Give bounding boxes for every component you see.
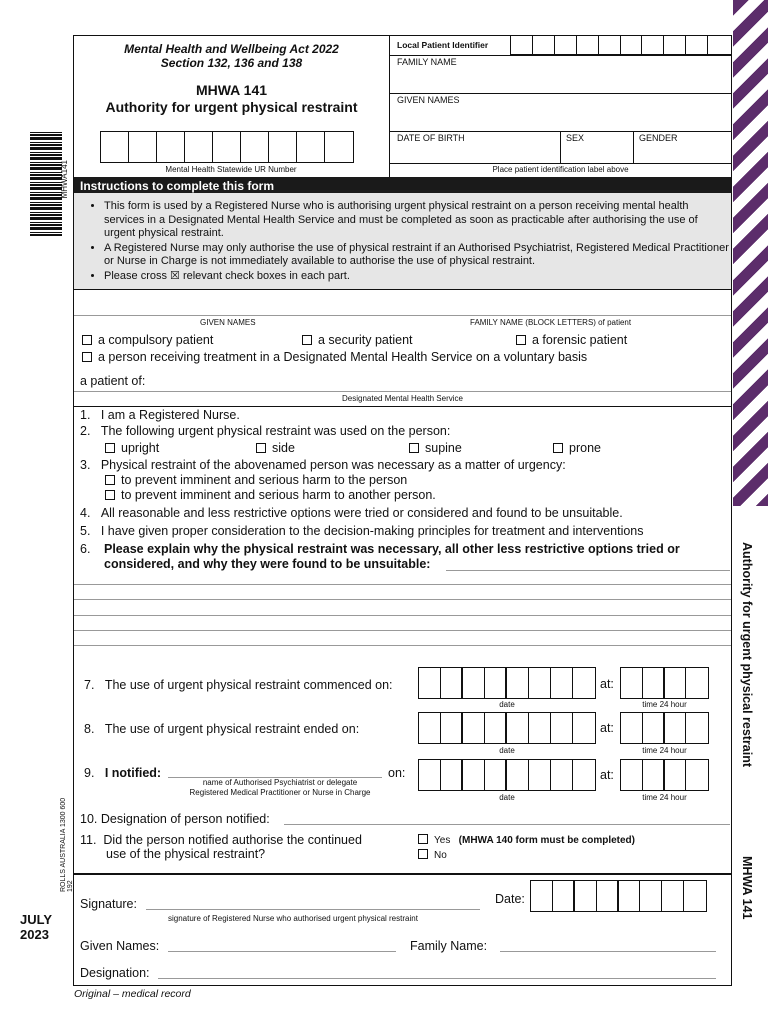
item-8: 8. The use of urgent physical restraint ended on: (84, 722, 360, 736)
time-caption: time 24 hour (642, 700, 687, 709)
statement-text: The following urgent physical restraint was used on the person: (100, 424, 451, 438)
end-date-boxes[interactable] (418, 712, 596, 744)
notified-date-boxes[interactable] (418, 759, 596, 791)
reason-harm-other[interactable] (105, 488, 436, 502)
label-note: Place patient identification label above (492, 165, 629, 174)
item-7: 7. The use of urgent physical restraint commenced on: (84, 678, 393, 692)
statement-text: All reasonable and less restrictive options were tried or considered and found to be unsuitable. (100, 506, 623, 520)
at-label: at: (600, 768, 614, 782)
form-title: Authority for urgent physical restraint (105, 99, 358, 115)
item-text: Designation of person notified: (100, 812, 270, 826)
statement-text: I have given proper consideration to the decision-making principles for treatment and interventions (100, 524, 644, 538)
yes-note: (MHWA 140 form must be completed) (458, 835, 635, 846)
option-label: a forensic patient (532, 333, 628, 347)
item-text: The use of urgent physical restraint commenced on: (104, 678, 393, 692)
act-title: Mental Health and Wellbeing Act 2022 (124, 42, 339, 56)
form-code: MHWA 141 (195, 82, 268, 98)
spine-code: MHWA 141 (740, 856, 754, 920)
position-supine[interactable] (409, 441, 462, 455)
option-no[interactable] (418, 849, 447, 861)
statement-3: 3. Physical restraint of the abovenamed person was necessary as a matter of urgency: (80, 458, 566, 472)
given-names-label: Given Names: (80, 939, 160, 953)
statement-text: Please explain why the physical restraint was necessary, all other less restrictive options tried or considered, and why they were found to be unsuitable: (104, 542, 680, 571)
original-note: Original – medical record (74, 988, 191, 1000)
option-label: a compulsory patient (98, 333, 214, 347)
stamp-year: 2023 (20, 927, 49, 942)
option-yes[interactable] (418, 834, 635, 846)
time-caption: time 24 hour (642, 793, 687, 802)
given-names-field[interactable]: GIVEN NAMES (397, 95, 460, 105)
at-label: at: (600, 677, 614, 691)
yes-checkbox[interactable] (418, 834, 428, 844)
explanation-line[interactable] (74, 645, 731, 646)
instructions-box (74, 193, 731, 290)
on-label: on: (388, 766, 406, 780)
instruction-item: • Please cross ☒ relevant check boxes in each part. (104, 270, 731, 284)
signature-date-boxes[interactable] (530, 880, 707, 912)
ur-number-label: Mental Health Statewide UR Number (165, 165, 297, 174)
start-time-boxes[interactable] (620, 667, 709, 699)
date-stamp (20, 912, 52, 942)
instructions-title: Instructions to complete this form (74, 177, 731, 193)
gender-field[interactable]: GENDER (639, 133, 678, 143)
local-id-label: Local Patient Identifier (397, 40, 489, 50)
option-compulsory[interactable] (82, 333, 213, 347)
item-text: Did the person notified authorise the continued (103, 833, 362, 847)
explanation-line[interactable] (74, 615, 731, 616)
date-caption: date (499, 700, 515, 709)
notified-caption (150, 778, 410, 798)
sex-field[interactable]: SEX (566, 133, 585, 143)
purple-stripe-band (733, 0, 768, 506)
notified-caption-2: Registered Medical Practitioner or Nurse in Charge (189, 788, 371, 797)
family-name-label: Family Name: (410, 939, 488, 953)
instruction-item: • This form is used by a Registered Nurse who is authorising urgent physical restraint on a person receiving mental health services in a Designated Mental Health Service and must be completed as soon as practicable after authorising the use of urgent physical restraint. (104, 200, 731, 241)
position-label: supine (425, 441, 462, 455)
prone-checkbox[interactable] (553, 443, 563, 453)
act-heading (74, 42, 389, 70)
position-label: upright (121, 441, 160, 455)
notified-time-boxes[interactable] (620, 759, 709, 791)
signature-caption: signature of Registered Nurse who authorised urgent physical restraint (168, 914, 418, 923)
given-names-line[interactable] (168, 951, 396, 952)
statement-1: 1. I am a Registered Nurse. (80, 408, 240, 422)
start-date-boxes[interactable] (418, 667, 596, 699)
explanation-line[interactable] (74, 599, 731, 600)
supine-checkbox[interactable] (409, 443, 419, 453)
statement-6: 6. Please explain why the physical restraint was necessary, all other less restrictive options tried or considered, and why they were found to be unsuitable: (80, 542, 720, 572)
notified-caption-1: name of Authorised Psychiatrist or delegate (202, 778, 358, 787)
item-text: I notified: (104, 766, 162, 780)
reason-label: to prevent imminent and serious harm to another person. (121, 488, 436, 502)
upright-checkbox[interactable] (105, 443, 115, 453)
harm-other-checkbox[interactable] (105, 490, 115, 500)
position-upright[interactable] (105, 441, 159, 455)
designation-notified-line[interactable] (284, 824, 730, 825)
position-side[interactable] (256, 441, 295, 455)
reason-label: to prevent imminent and serious harm to the person (121, 473, 408, 487)
no-checkbox[interactable] (418, 849, 428, 859)
act-sections: Section 132, 136 and 138 (160, 56, 303, 70)
reason-harm-self[interactable] (105, 473, 407, 487)
end-time-boxes[interactable] (620, 712, 709, 744)
dmhs-caption: Designated Mental Health Service (342, 394, 463, 403)
item-text: The use of urgent physical restraint ended on: (104, 722, 360, 736)
date-label: Date: (495, 892, 525, 906)
option-security[interactable] (302, 333, 413, 347)
compulsory-checkbox[interactable] (82, 335, 92, 345)
item-text-cont: use of the physical restraint? (106, 847, 266, 861)
designation-label: Designation: (80, 966, 150, 980)
date-caption: date (499, 793, 515, 802)
family-name-line[interactable] (500, 951, 716, 952)
option-voluntary[interactable] (82, 350, 587, 364)
at-label: at: (600, 721, 614, 735)
explanation-line[interactable] (446, 570, 730, 571)
family-name-caption: FAMILY NAME (BLOCK LETTERS) of patient (470, 318, 632, 327)
date-caption: date (499, 746, 515, 755)
item-11: 11. Did the person notified authorise the continued use of the physical restraint? (80, 833, 362, 861)
option-label: a person receiving treatment in a Designated Mental Health Service on a voluntary basis (98, 350, 588, 364)
designation-line[interactable] (158, 978, 716, 979)
voluntary-checkbox[interactable] (82, 352, 92, 362)
ur-number-boxes[interactable] (100, 131, 354, 163)
form-heading (74, 82, 389, 116)
harm-self-checkbox[interactable] (105, 475, 115, 485)
statement-2: 2. The following urgent physical restraint was used on the person: (80, 424, 451, 438)
position-prone[interactable] (553, 441, 601, 455)
position-label: prone (569, 441, 601, 455)
item-10: 10. Designation of person notified: (80, 812, 270, 826)
security-checkbox[interactable] (302, 335, 312, 345)
explanation-line[interactable] (74, 630, 731, 631)
local-id-boxes[interactable] (510, 35, 731, 55)
stamp-month: JULY (20, 912, 53, 927)
barcode (30, 130, 62, 236)
dmhs-line[interactable] (74, 391, 731, 392)
patient-name-line[interactable] (74, 315, 731, 316)
time-caption: time 24 hour (642, 746, 687, 755)
option-label: a security patient (318, 333, 413, 347)
spine-title: Authority for urgent physical restraint (740, 542, 754, 768)
position-label: side (272, 441, 295, 455)
no-label: No (434, 850, 447, 861)
statement-5: 5. I have given proper consideration to the decision-making principles for treatment and interventions (80, 524, 644, 538)
instruction-item: • A Registered Nurse may only authorise the use of physical restraint if an Authorised Psychiatrist, Registered Medical Practitioner or Nurse in Charge is not immediately available to authorise the use of physical restraint. (104, 242, 731, 269)
yes-label: Yes (434, 835, 451, 846)
side-checkbox[interactable] (256, 443, 266, 453)
side-form-code: MHWA141 (60, 160, 69, 199)
statement-text: I am a Registered Nurse. (100, 408, 240, 422)
printer-code: ROLLS AUSTRALIA 1300 600 192 (60, 797, 74, 892)
forensic-checkbox[interactable] (516, 335, 526, 345)
statement-4: 4. All reasonable and less restrictive options were tried or considered and found to be unsuitable. (80, 506, 623, 520)
dob-field[interactable]: DATE OF BIRTH (397, 133, 465, 143)
patient-of-label: a patient of: (80, 374, 146, 388)
family-name-field[interactable]: FAMILY NAME (397, 57, 457, 67)
statement-text: Physical restraint of the abovenamed person was necessary as a matter of urgency: (100, 458, 566, 472)
item-9: 9. I notified: (84, 766, 162, 780)
signature-line[interactable] (146, 909, 480, 910)
option-forensic[interactable] (516, 333, 627, 347)
given-names-caption: GIVEN NAMES (200, 318, 256, 327)
signature-label: Signature: (80, 897, 137, 911)
explanation-line[interactable] (74, 584, 731, 585)
